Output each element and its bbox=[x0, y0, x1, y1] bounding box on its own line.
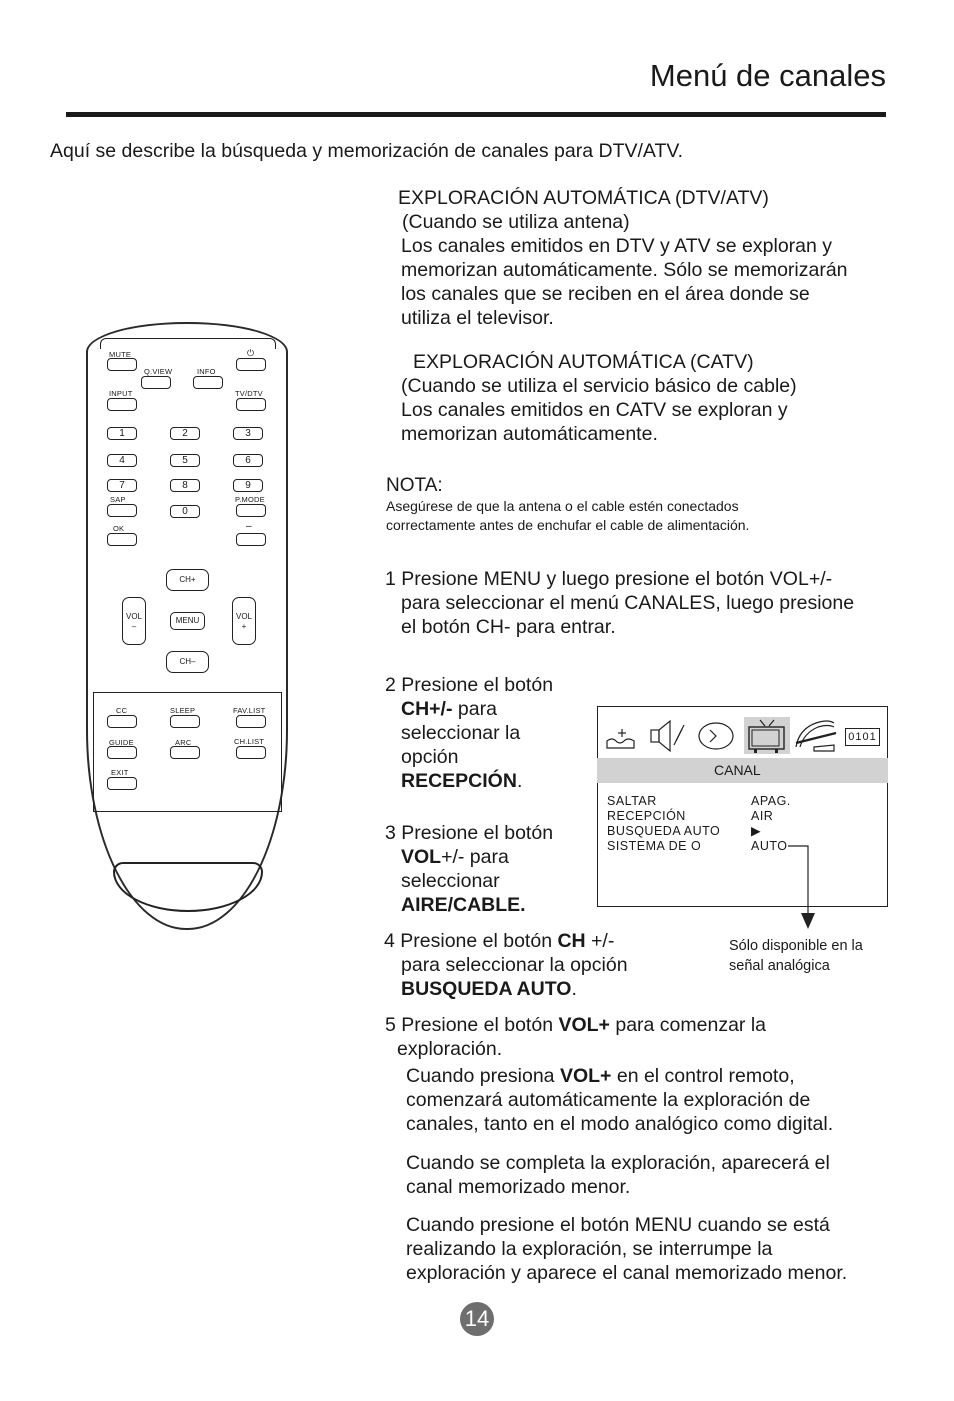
remote-grip bbox=[113, 862, 263, 912]
tvdtv-label: TV/DTV bbox=[235, 389, 263, 398]
arc-button[interactable] bbox=[170, 746, 200, 759]
osd-item-recepcion[interactable]: RECEPCIÓN bbox=[607, 809, 686, 823]
info-button[interactable] bbox=[193, 376, 223, 389]
osd-counter: 0101 bbox=[845, 728, 880, 746]
step-3-line: 3 Presione el botón bbox=[385, 822, 554, 844]
step-4 bbox=[384, 929, 628, 1001]
ch-up-button[interactable]: CH+ bbox=[166, 569, 209, 591]
scan-catv-line: memorizan automáticamente. bbox=[401, 423, 658, 445]
digit-0-button[interactable]: 0 bbox=[170, 505, 200, 518]
osd-menu-list bbox=[607, 794, 720, 854]
paragraph-1-line: comenzará automáticamente la exploración de bbox=[406, 1089, 811, 1111]
paragraph-1-key: VOL+ bbox=[559, 1065, 612, 1087]
paragraph-3 bbox=[406, 1213, 847, 1285]
step-1-line: el botón CH- para entrar. bbox=[401, 616, 616, 638]
paragraph-2 bbox=[406, 1151, 830, 1199]
cc-button[interactable] bbox=[107, 715, 137, 728]
vol-down-sign: – bbox=[131, 622, 137, 631]
cc-label: CC bbox=[116, 706, 128, 715]
input-label: INPUT bbox=[109, 389, 133, 398]
step-5-key: VOL+ bbox=[558, 1014, 610, 1036]
scan-dtv-line: memorizan automáticamente. Sólo se memorizarán bbox=[401, 259, 848, 281]
osd-item-sistema[interactable]: SISTEMA DE O bbox=[607, 839, 702, 853]
sap-button[interactable] bbox=[107, 504, 137, 517]
vol-up-sign: + bbox=[241, 622, 247, 631]
vol-down-label: VOL bbox=[125, 612, 142, 621]
input-button[interactable] bbox=[107, 398, 137, 411]
step-2-option: RECEPCIÓN bbox=[401, 770, 517, 792]
step-2-line: seleccionar la bbox=[401, 722, 521, 744]
nota-line: Asegúrese de que la antena o el cable estén conectados bbox=[386, 498, 739, 514]
step-4-period: . bbox=[571, 978, 577, 1000]
scan-dtv-sub: (Cuando se utiliza antena) bbox=[402, 211, 630, 233]
intro-text: Aquí se describe la búsqueda y memorización de canales para DTV/ATV. bbox=[50, 140, 684, 162]
dash-button[interactable] bbox=[236, 533, 266, 546]
sleep-label: SLEEP bbox=[170, 706, 196, 715]
step-3 bbox=[385, 821, 553, 917]
digit-5-button[interactable]: 5 bbox=[170, 454, 200, 467]
sound-icon bbox=[651, 721, 684, 751]
sap-label: SAP bbox=[110, 495, 126, 504]
osd-item-saltar[interactable]: SALTAR bbox=[607, 794, 657, 808]
qview-button[interactable] bbox=[141, 376, 171, 389]
chlist-button[interactable] bbox=[236, 746, 266, 759]
tvdtv-button[interactable] bbox=[236, 398, 266, 411]
sleep-button[interactable] bbox=[170, 715, 200, 728]
step-2-key: CH+/- bbox=[401, 698, 453, 720]
step-2-line: opción bbox=[401, 746, 459, 768]
tv-channel-icon bbox=[744, 717, 790, 754]
step-1-line: para seleccionar el menú CANALES, luego presione bbox=[401, 592, 855, 614]
step-1 bbox=[385, 567, 854, 639]
step-3-text: +/- para bbox=[441, 846, 509, 868]
osd-value-saltar: APAG. bbox=[751, 794, 791, 808]
digit-9-button[interactable]: 9 bbox=[233, 479, 263, 492]
osd-value-recepcion: AIR bbox=[751, 809, 774, 823]
osd-arrow-icon: ▶ bbox=[751, 824, 762, 838]
exit-button[interactable] bbox=[107, 777, 137, 790]
scan-catv-heading: EXPLORACIÓN AUTOMÁTICA (CATV) bbox=[413, 351, 754, 373]
chlist-label: CH.LIST bbox=[234, 737, 265, 746]
vol-down-button[interactable] bbox=[122, 597, 146, 645]
step-2-text: para bbox=[452, 698, 497, 720]
digit-6-button[interactable]: 6 bbox=[233, 454, 263, 467]
scan-dtv-heading: EXPLORACIÓN AUTOMÁTICA (DTV/ATV) bbox=[398, 187, 769, 209]
step-5 bbox=[385, 1013, 766, 1061]
vol-up-button[interactable] bbox=[232, 597, 256, 645]
step-5-text: 5 Presione el botón bbox=[385, 1014, 559, 1036]
paragraph-3-line: exploración y aparece el canal memorizado menor. bbox=[406, 1262, 848, 1284]
nota-heading: NOTA: bbox=[386, 475, 443, 496]
analog-note-line: señal analógica bbox=[729, 958, 830, 974]
step-1-line: 1 Presione MENU y luego presione el botón VOL+/- bbox=[385, 568, 833, 590]
osd-title: CANAL bbox=[714, 762, 761, 778]
guide-label: GUIDE bbox=[109, 738, 134, 747]
scan-catv-block bbox=[401, 350, 797, 446]
title-rule bbox=[66, 112, 886, 117]
scan-dtv-line: Los canales emitidos en DTV y ATV se exploran y bbox=[401, 235, 833, 257]
digit-7-button[interactable]: 7 bbox=[107, 479, 137, 492]
osd-icon-row bbox=[604, 717, 844, 755]
step-2-line: 2 Presione el botón bbox=[385, 674, 554, 696]
power-icon: ⏻ bbox=[247, 348, 255, 358]
step-4-text: +/- bbox=[585, 930, 615, 952]
step-5-line: exploración. bbox=[397, 1038, 503, 1060]
favlist-button[interactable] bbox=[236, 715, 266, 728]
ok-button[interactable] bbox=[107, 533, 137, 546]
vol-up-label: VOL bbox=[235, 612, 252, 621]
paragraph-2-line: Cuando se completa la exploración, aparecerá el bbox=[406, 1152, 830, 1174]
menu-button[interactable]: MENU bbox=[170, 612, 205, 630]
digit-8-button[interactable]: 8 bbox=[170, 479, 200, 492]
ok-label: OK bbox=[113, 524, 125, 533]
favlist-label: FAV.LIST bbox=[233, 706, 266, 715]
mute-label: MUTE bbox=[109, 350, 132, 359]
analog-note bbox=[729, 936, 863, 976]
callout-arrow-icon bbox=[780, 840, 820, 932]
digit-4-button[interactable]: 4 bbox=[107, 454, 137, 467]
scan-catv-line: Los canales emitidos en CATV se exploran y bbox=[401, 399, 788, 421]
pmode-button[interactable] bbox=[236, 504, 266, 517]
step-3-option: AIRE/CABLE. bbox=[401, 894, 526, 916]
step-3-line: seleccionar bbox=[401, 870, 500, 892]
ch-down-button[interactable]: CH– bbox=[166, 651, 209, 673]
step-4-key: CH bbox=[557, 930, 586, 952]
digit-3-button[interactable]: 3 bbox=[233, 427, 263, 440]
paragraph-1-text: Cuando presiona bbox=[406, 1065, 560, 1087]
nota-line: correctamente antes de enchufar el cable de alimentación. bbox=[386, 517, 750, 533]
digit-1-button[interactable]: 1 bbox=[107, 427, 137, 440]
paragraph-2-line: canal memorizado menor. bbox=[406, 1176, 631, 1198]
dash-label: – bbox=[246, 521, 252, 532]
step-2 bbox=[385, 673, 553, 793]
paragraph-3-line: realizando la exploración, se interrumpe la bbox=[406, 1238, 773, 1260]
exit-label: EXIT bbox=[111, 768, 129, 777]
nota-block bbox=[386, 475, 749, 535]
scan-dtv-line: utiliza el televisor. bbox=[401, 307, 554, 329]
step-5-text: para comenzar la bbox=[609, 1014, 767, 1036]
paragraph-1 bbox=[406, 1064, 833, 1136]
page-number-badge: 14 bbox=[460, 1302, 494, 1336]
digit-2-button[interactable]: 2 bbox=[170, 427, 200, 440]
power-button[interactable] bbox=[236, 358, 266, 371]
step-4-text: 4 Presione el botón bbox=[384, 930, 558, 952]
step-4-line: para seleccionar la opción bbox=[401, 954, 628, 976]
pmode-label: P.MODE bbox=[235, 495, 265, 504]
analog-note-line: Sólo disponible en la bbox=[729, 938, 863, 954]
scan-dtv-block bbox=[398, 186, 848, 330]
clock-icon bbox=[699, 723, 733, 749]
guide-button[interactable] bbox=[107, 746, 137, 759]
arc-label: ARC bbox=[175, 738, 192, 747]
step-3-key: VOL bbox=[401, 846, 442, 868]
step-4-option: BUSQUEDA AUTO bbox=[401, 978, 572, 1000]
paragraph-1-text: en el control remoto, bbox=[611, 1065, 795, 1087]
lock-icon bbox=[796, 721, 836, 751]
page-title: Menú de canales bbox=[649, 58, 886, 93]
osd-item-busqueda-auto[interactable]: BUSQUEDA AUTO bbox=[607, 824, 721, 838]
step-2-period: . bbox=[516, 770, 523, 792]
paragraph-3-line: Cuando presione el botón MENU cuando se está bbox=[406, 1214, 830, 1236]
osd-value-sistema: AUTO bbox=[751, 839, 788, 853]
info-label: INFO bbox=[197, 367, 216, 376]
scan-catv-sub: (Cuando se utiliza el servicio básico de cable) bbox=[401, 375, 797, 397]
mute-button[interactable] bbox=[107, 358, 137, 371]
paragraph-1-line: canales, tanto en el modo analógico como digital. bbox=[406, 1113, 834, 1135]
picture-icon bbox=[607, 729, 634, 748]
qview-label: Q.VIEW bbox=[144, 367, 173, 376]
scan-dtv-line: los canales que se reciben en el área donde se bbox=[401, 283, 810, 305]
